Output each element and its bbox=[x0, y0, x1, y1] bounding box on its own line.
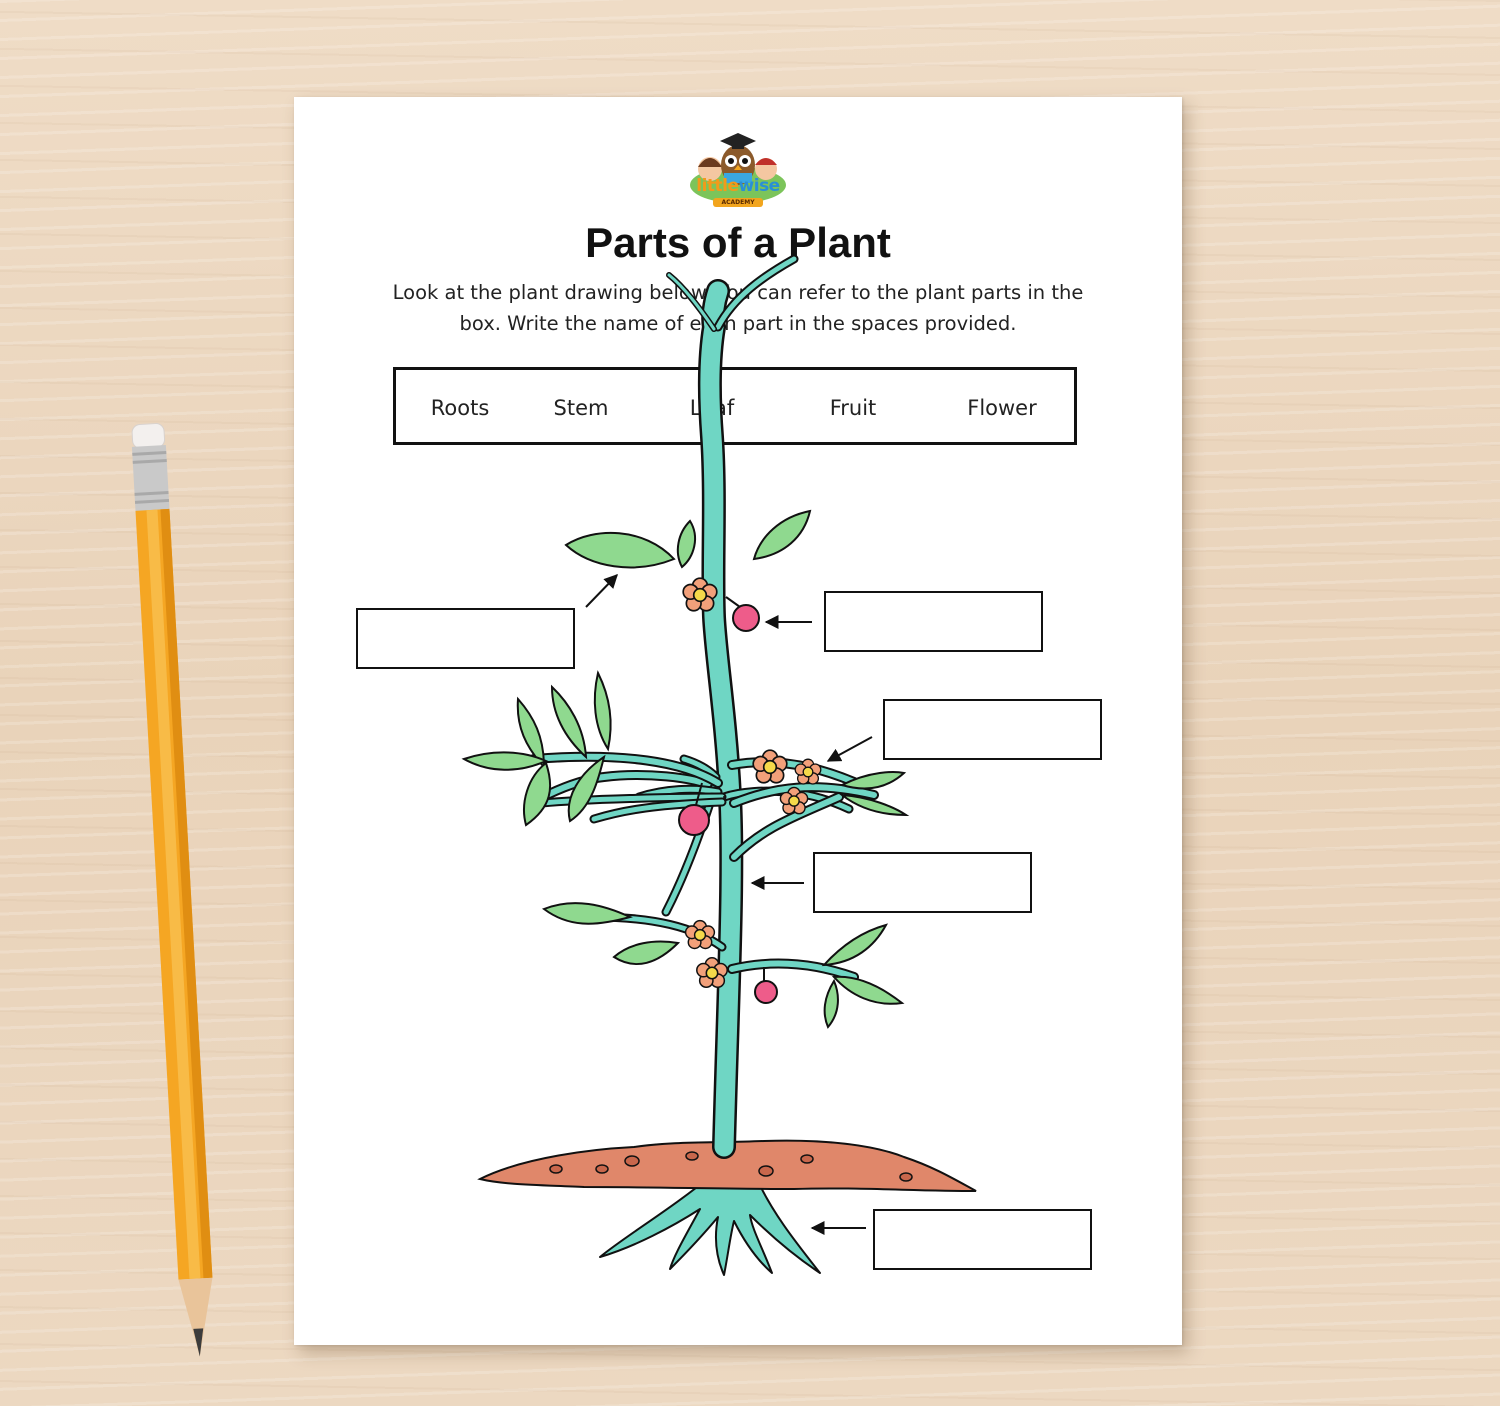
answer-box-fruit[interactable] bbox=[824, 591, 1043, 652]
answer-box-roots[interactable] bbox=[873, 1209, 1092, 1270]
flower-5 bbox=[686, 921, 715, 949]
worksheet-page bbox=[294, 97, 1182, 1345]
word-bank-flower: Flower bbox=[967, 396, 1037, 420]
answer-box-leaf[interactable] bbox=[356, 608, 575, 669]
word-bank-roots: Roots bbox=[430, 396, 490, 420]
page-title: Parts of a Plant bbox=[585, 219, 891, 266]
word-bank-fruit: Fruit bbox=[829, 396, 877, 420]
word-bank-leaf: Leaf bbox=[689, 396, 735, 420]
word-bank-stem: Stem bbox=[553, 396, 609, 420]
stem bbox=[542, 291, 854, 1147]
answer-box-flower[interactable] bbox=[883, 699, 1102, 760]
answer-box-stem[interactable] bbox=[813, 852, 1032, 913]
instructions-text: Look at the plant drawing below. You can refer to the plant parts in the box. Write the name of each part in the spaces provided. bbox=[392, 281, 1084, 335]
roots bbox=[600, 1175, 820, 1275]
logo-subtitle: ACADEMY bbox=[713, 198, 763, 207]
flower-2 bbox=[753, 750, 787, 783]
logo-word-little: little bbox=[696, 176, 739, 196]
logo-word-wise: wise bbox=[738, 176, 780, 196]
